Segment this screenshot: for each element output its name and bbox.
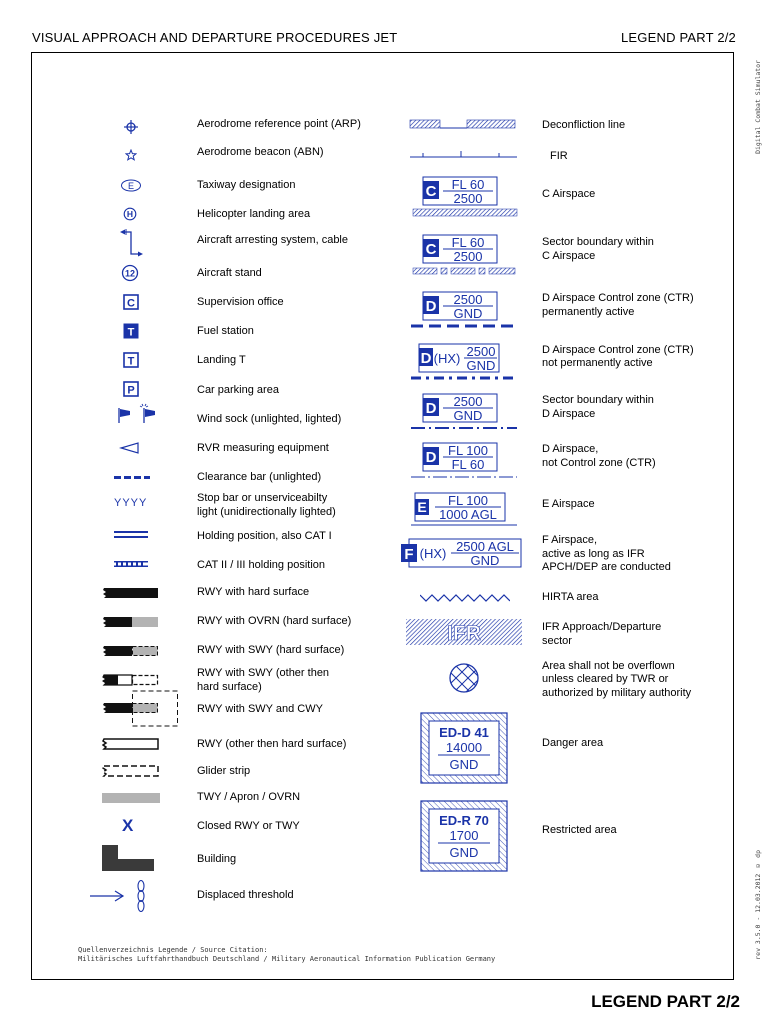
label-cat2: CAT II / III holding position [197,559,325,571]
label-clearance-bar: Clearance bar (unlighted) [197,471,322,483]
label-ifr-2: sector [542,635,572,647]
d-not-ctr-top: FL 100 [448,443,488,458]
d-not-ctr-letter: D [425,449,437,466]
no-overflight-icon [448,662,480,694]
label-d-sector: Sector boundary within [542,394,654,406]
helicopter-area-icon [123,207,137,221]
side-revision: rev 3.5.0 - 12.03.2012 © dp [754,850,762,960]
arp-icon [123,119,139,135]
label-d-ctr-notperm-2: not permanently active [542,357,653,369]
d-ctr-not-permanent-icon [409,342,519,382]
d-ctr-notperm-bottom: GND [466,358,496,373]
citation-line-2: Militärisches Luftfahrthandbuch Deutschland / Military Aeronautical Information Publication Germany [78,955,496,963]
restricted-top: 1700 [449,828,479,843]
label-taxiway-designation: Taxiway designation [197,179,296,191]
side-credit: Digital Combat Simulator [754,60,762,154]
label-danger: Danger area [542,737,604,749]
label-rwy-swy-other-2: hard surface) [197,681,262,693]
cat2-holding-icon [114,560,148,568]
ifr-sector-icon [406,619,522,645]
restricted-name: ED-R 70 [439,813,489,828]
c-airspace-icon [409,175,519,219]
c-sector-boundary-icon [409,233,519,277]
arresting-cable-icon [118,228,146,258]
label-arresting: Aircraft arresting system, cable [197,234,348,246]
stop-bar-icon: YYYY [114,497,148,509]
e-airspace-letter: E [417,499,427,515]
rwy-swy-cwy-icon [102,690,180,728]
label-supervision: Supervision office [197,296,284,308]
page-part-label: LEGEND PART 2/2 [621,30,736,45]
rwy-other-icon [102,737,160,751]
clearance-bar-icon [114,476,150,480]
label-twy-apron: TWY / Apron / OVRN [197,791,301,803]
rwy-ovrn-icon [102,615,160,629]
label-rwy-other: RWY (other then hard surface) [197,738,347,750]
parking-letter: P [127,384,135,397]
label-rwy-ovrn: RWY with OVRN (hard surface) [197,615,352,627]
taxiway-letter: E [127,181,135,191]
d-ctr-notperm-prefix: (HX) [433,351,461,366]
e-airspace-top: FL 100 [448,493,488,508]
rwy-swy-other-icon [102,673,160,687]
taxiway-designation-icon [120,179,142,192]
citation-line-1: Quellenverzeichnis Legende / Source Citation: [78,946,268,954]
closed-rwy-icon: X [122,816,134,835]
page-title: VISUAL APPROACH AND DEPARTURE PROCEDURES JET [32,30,398,45]
label-rwy-swy-cwy: RWY with SWY and CWY [197,703,323,715]
label-holding: Holding position, also CAT I [197,530,332,542]
label-f-airspace: F Airspace, [542,534,598,546]
restricted-bottom: GND [449,845,479,860]
f-airspace-icon [399,537,525,573]
label-f-airspace-2: active as long as IFR [542,548,645,560]
label-hirta: HIRTA area [542,591,599,603]
f-airspace-prefix: (HX) [419,546,447,561]
c-airspace-top: FL 60 [451,177,485,192]
d-ctr-notperm-top: 2500 [466,344,496,359]
supervision-office-icon [123,294,139,310]
label-d-not-ctr-2: not Control zone (CTR) [542,457,656,469]
c-sector-letter: C [425,241,437,258]
deconfliction-line-icon [409,118,519,130]
landing-t-icon [123,352,139,368]
footer-title: LEGEND PART 2/2 [591,992,740,1011]
label-c-sector: Sector boundary within [542,236,654,248]
f-airspace-bottom: GND [470,553,500,568]
rvr-icon [119,441,141,455]
d-ctr-permanent-icon [409,290,519,330]
d-sector-letter: D [425,400,437,417]
f-airspace-top: 2500 AGL [456,539,514,554]
label-e-airspace: E Airspace [542,498,595,510]
fuel-station-icon [123,323,139,339]
d-not-ctr-bottom: FL 60 [451,457,485,472]
e-airspace-icon [409,491,519,527]
aircraft-stand-icon [121,264,139,282]
label-landing-t: Landing T [197,354,246,366]
label-d-sector-2: D Airspace [542,408,596,420]
stand-number: 12 [124,268,136,279]
label-displaced-threshold: Displaced threshold [197,889,294,901]
d-sector-bottom: GND [453,408,483,423]
d-ctr-notperm-letter: D [420,350,432,367]
d-sector-boundary-icon [409,392,519,432]
rwy-swy-hard-icon [102,644,160,658]
d-not-ctr-icon [409,441,519,481]
label-c-sector-2: C Airspace [542,250,596,262]
label-fir: FIR [550,150,568,162]
c-sector-bottom: 2500 [453,249,483,264]
label-d-ctr-notperm: D Airspace Control zone (CTR) [542,344,694,356]
e-airspace-bottom: 1000 AGL [439,507,497,522]
fuel-letter: T [127,326,135,339]
danger-bottom: GND [449,757,479,772]
label-d-ctr-perm-2: permanently active [542,306,635,318]
holding-position-icon [114,530,148,540]
label-closed-rwy: Closed RWY or TWY [197,820,300,832]
supervision-letter: C [127,297,135,310]
d-sector-top: 2500 [453,394,483,409]
landing-letter: T [127,355,135,368]
building-icon [102,845,154,871]
label-stop-bar-2: light (unidirectionally lighted) [197,506,336,518]
c-airspace-bottom: 2500 [453,191,483,206]
f-airspace-letter: F [404,546,414,563]
label-rvr: RVR measuring equipment [197,442,329,454]
label-stop-bar: Stop bar or unserviceabilty [197,492,328,504]
label-beacon: Aerodrome beacon (ABN) [197,146,324,158]
twy-apron-icon [102,792,160,804]
wind-sock-icon [114,402,162,424]
danger-area-icon [420,712,508,784]
label-wind-sock: Wind sock (unlighted, lighted) [197,413,342,425]
rwy-hard-icon [102,586,160,600]
label-deconfliction: Deconfliction line [542,119,626,131]
label-restricted: Restricted area [542,824,617,836]
d-ctr-perm-letter: D [425,298,437,315]
label-rwy-swy-other: RWY with SWY (other then [197,667,330,679]
label-d-ctr-perm: D Airspace Control zone (CTR) [542,292,694,304]
label-no-overflight: Area shall not be overflown [542,660,675,672]
beacon-icon [125,149,137,161]
label-d-not-ctr: D Airspace, [542,443,599,455]
label-no-overflight-3: authorized by military authority [542,687,692,699]
label-helicopter: Helicopter landing area [197,208,311,220]
c-airspace-letter: C [425,183,437,200]
label-glider: Glider strip [197,765,251,777]
label-rwy-swy-hard: RWY with SWY (hard surface) [197,644,345,656]
heli-letter: H [126,209,134,220]
label-stand: Aircraft stand [197,267,262,279]
label-parking: Car parking area [197,384,279,396]
label-rwy-hard: RWY with hard surface [197,586,310,598]
d-ctr-perm-top: 2500 [453,292,483,307]
restricted-area-icon [420,800,508,872]
hirta-icon [420,592,510,604]
c-sector-top: FL 60 [451,235,485,250]
label-arp: Aerodrome reference point (ARP) [197,118,361,130]
label-c-airspace: C Airspace [542,188,596,200]
ifr-text: IFR [447,622,481,645]
fir-icon [409,149,519,161]
car-parking-icon [123,381,139,397]
label-ifr: IFR Approach/Departure [542,621,662,633]
displaced-threshold-icon [89,880,151,912]
label-f-airspace-3: APCH/DEP are conducted [542,561,671,573]
label-no-overflight-2: unless cleared by TWR or [542,673,669,685]
danger-name: ED-D 41 [439,725,489,740]
glider-strip-icon [102,764,160,778]
danger-top: 14000 [445,740,483,755]
label-building: Building [197,853,237,865]
d-ctr-perm-bottom: GND [453,306,483,321]
label-fuel: Fuel station [197,325,254,337]
